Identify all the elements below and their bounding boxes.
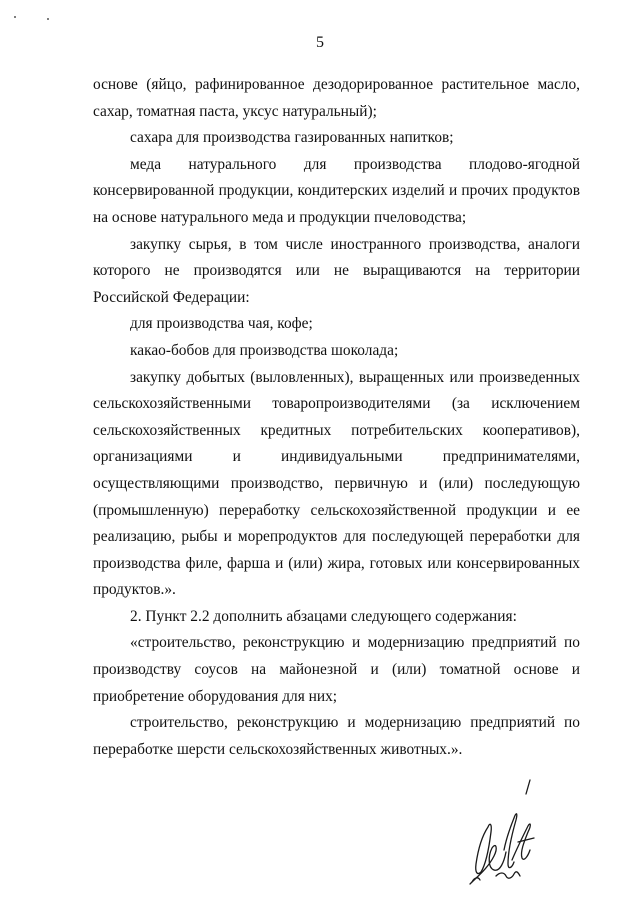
paragraph-sauce-plants: «строительство, реконструкцию и модернизацию предприятий по производству соусов на майонезной и (или) томатной основе и приобретение оборудования для них; bbox=[93, 634, 580, 705]
paragraph-item-2: 2. Пункт 2.2 дополнить абзацами следующего содержания: bbox=[130, 607, 517, 625]
paragraph-raw-materials: закупку сырья, в том числе иностранного производства, аналоги которого не производятся или не выращиваются на территории Российской Федерации: bbox=[93, 235, 580, 306]
scan-speck bbox=[47, 18, 49, 20]
paragraph-continuation: основе (яйцо, рафинированное дезодорированное растительное масло, сахар, томатная паста, уксус натуральный); bbox=[93, 76, 580, 120]
paragraph-honey: меда натурального для производства плодово-ягодной консервированной продукции, кондитерских изделий и прочих продуктов на основе натурального меда и продукции пчеловодства; bbox=[93, 155, 580, 226]
paragraph-tea-coffee: для производства чая, кофе; bbox=[130, 315, 313, 333]
page-number: 5 bbox=[316, 34, 324, 51]
paragraph-wool-processing: строительство, реконструкцию и модернизацию предприятий по переработке шерсти сельскохозяйственных животных.». bbox=[93, 714, 580, 758]
handwritten-signature-icon bbox=[448, 772, 558, 892]
scan-speck bbox=[14, 16, 16, 18]
document-body bbox=[93, 72, 580, 763]
paragraph-fish-seafood: закупку добытых (выловленных), выращенных или произведенных сельскохозяйственными товаропроизводителями (за исключением сельскохозяйственных кредитных потребительских кооперативов), организациями и индивидуальными предпринимателями, осуществляющими производство, первичную и (или) последующую (промышленную) переработку сельскохозяйственной продукции и ее реализацию, рыбы и морепродуктов для последующей переработки для производства филе, фарша и (или) жира, готовых или консервированных продуктов.». bbox=[93, 368, 580, 599]
paragraph-cocoa: какао-бобов для производства шоколада; bbox=[130, 341, 399, 359]
paragraph-sugar: сахара для производства газированных напитков; bbox=[130, 129, 454, 147]
